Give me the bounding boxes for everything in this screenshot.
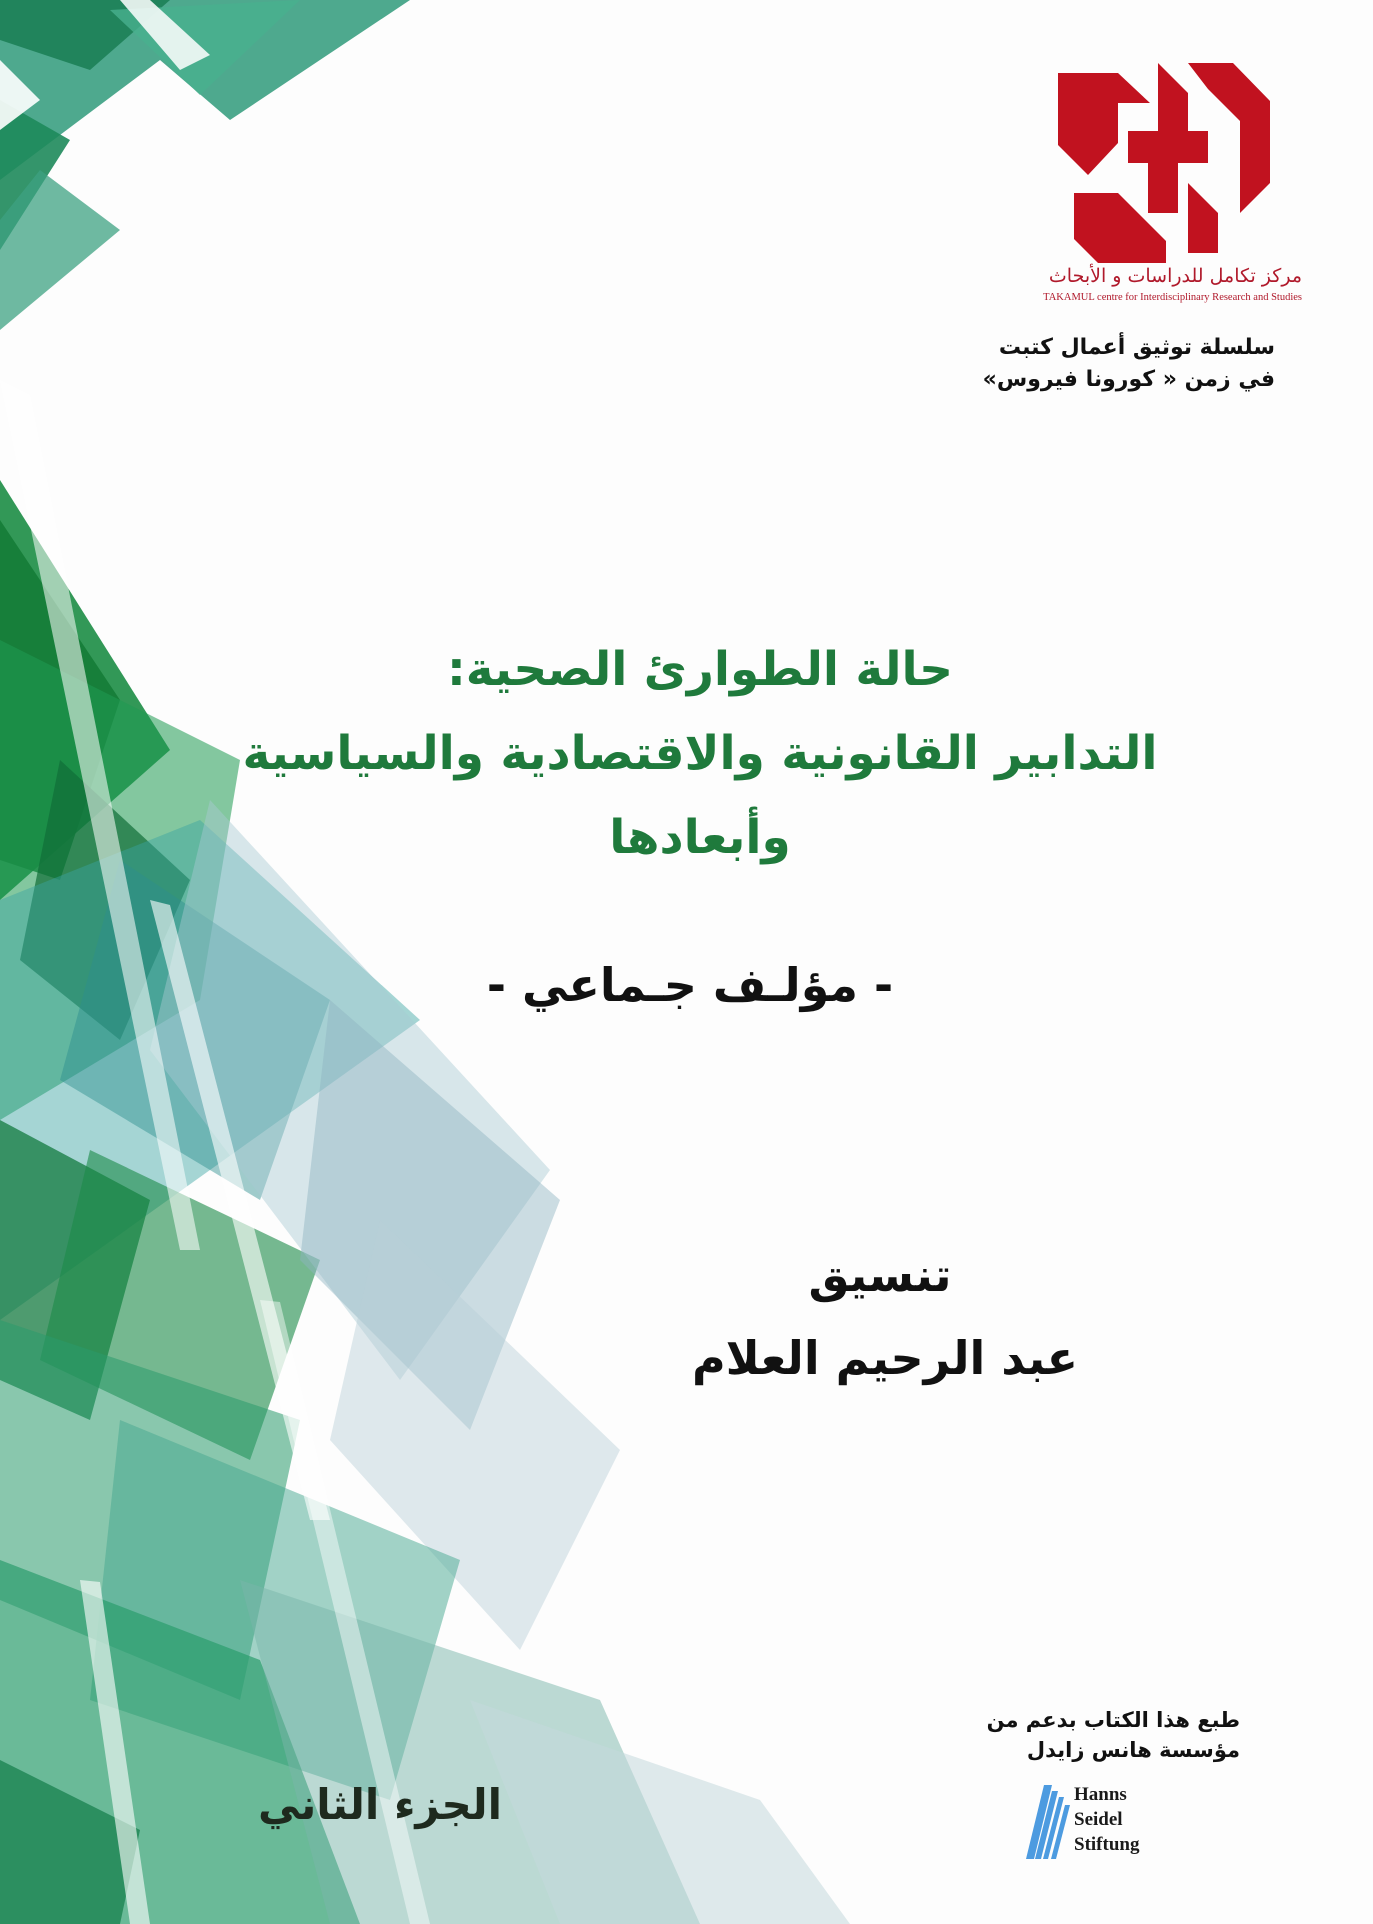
authorship-note: - مؤلـف جـماعي - [486, 958, 894, 1012]
sponsor-line-1: طبع هذا الكتاب بدعم من [986, 1708, 1240, 1732]
sponsor-line-2: مؤسسة هانس زايدل [1026, 1738, 1240, 1762]
hss-wordmark-line-3: Stiftung [1074, 1834, 1140, 1855]
publisher-name-arabic: مركز تكامل للدراسات و الأبحاث [1048, 265, 1302, 287]
publisher-logo-block [1020, 55, 1320, 315]
coordination-label: تنسيق [808, 1248, 952, 1302]
hss-wordmark-line-1: Hanns [1074, 1784, 1127, 1805]
volume-label: الجزء الثاني [257, 1780, 502, 1829]
title-line-2: التدابير القانونية والاقتصادية والسياسية [242, 726, 1158, 781]
hanns-seidel-logo [1026, 1782, 1186, 1862]
series-line-1: سلسلة توثيق أعمال كتبت [998, 335, 1275, 360]
hanns-seidel-wordmark [1074, 1782, 1139, 1857]
sponsor-statement [910, 1705, 1240, 1765]
title-line-3: وأبعادها [609, 810, 791, 865]
title-line-1: حالة الطوارئ الصحية: [446, 642, 954, 697]
hss-wordmark-line-2: Seidel [1074, 1809, 1123, 1830]
series-line-2: في زمن « كورونا فيروس» [982, 367, 1275, 392]
book-title [200, 628, 1200, 880]
series-description [940, 332, 1275, 396]
hanns-seidel-logo-icon [1026, 1785, 1070, 1859]
publisher-name-english: TAKAMUL centre for Interdisciplinary Research and Studies [1043, 292, 1302, 303]
takamul-logo-icon [1058, 63, 1270, 263]
coordinator-name: عبد الرحيم العلام [691, 1331, 1079, 1385]
